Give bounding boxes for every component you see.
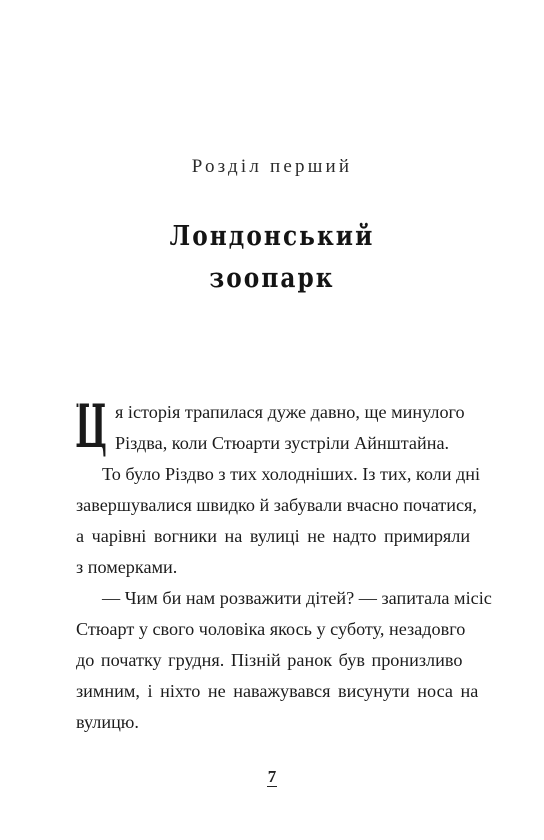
page-number bbox=[0, 767, 544, 787]
paragraph-3 bbox=[76, 583, 492, 738]
text-line: завершувалися швидко й забували вчасно початися, bbox=[76, 495, 477, 515]
dropcap-letter-text: Ц bbox=[75, 392, 107, 462]
paragraph-2 bbox=[76, 459, 481, 583]
paragraph-1 bbox=[75, 392, 468, 462]
text-line: Різдва, коли Стюарти зустріли Айнштайна. bbox=[115, 433, 450, 453]
chapter-title bbox=[38, 216, 506, 300]
chapter-title-line-1: Лондонський bbox=[169, 221, 375, 252]
chapter-title-line-2: зоопарк bbox=[209, 263, 335, 294]
page-number-value: 7 bbox=[267, 767, 277, 786]
text-line: вулицю. bbox=[76, 712, 139, 732]
text-line: з померками. bbox=[76, 557, 178, 577]
body-text bbox=[75, 392, 492, 738]
text-line: до початку грудня. Пізній ранок був пронизливо bbox=[76, 650, 463, 670]
text-line: зимним, і ніхто не наважувався висунути носа на bbox=[76, 681, 479, 701]
dropcap-letter bbox=[75, 392, 109, 462]
text-line: То було Різдво з тих холодніших. Із тих, коли дні bbox=[102, 464, 481, 484]
text-line: — Чим би нам розважити дітей? — запитала місіс bbox=[102, 588, 492, 608]
text-line: я історія трапилася дуже давно, ще минулого bbox=[115, 402, 465, 422]
text-line: а чарівні вогники на вулиці не надто примиряли bbox=[76, 526, 471, 546]
chapter-label: Розділ перший bbox=[191, 156, 353, 177]
text-line: Стюарт у свого чоловіка якось у суботу, незадовго bbox=[76, 619, 466, 639]
